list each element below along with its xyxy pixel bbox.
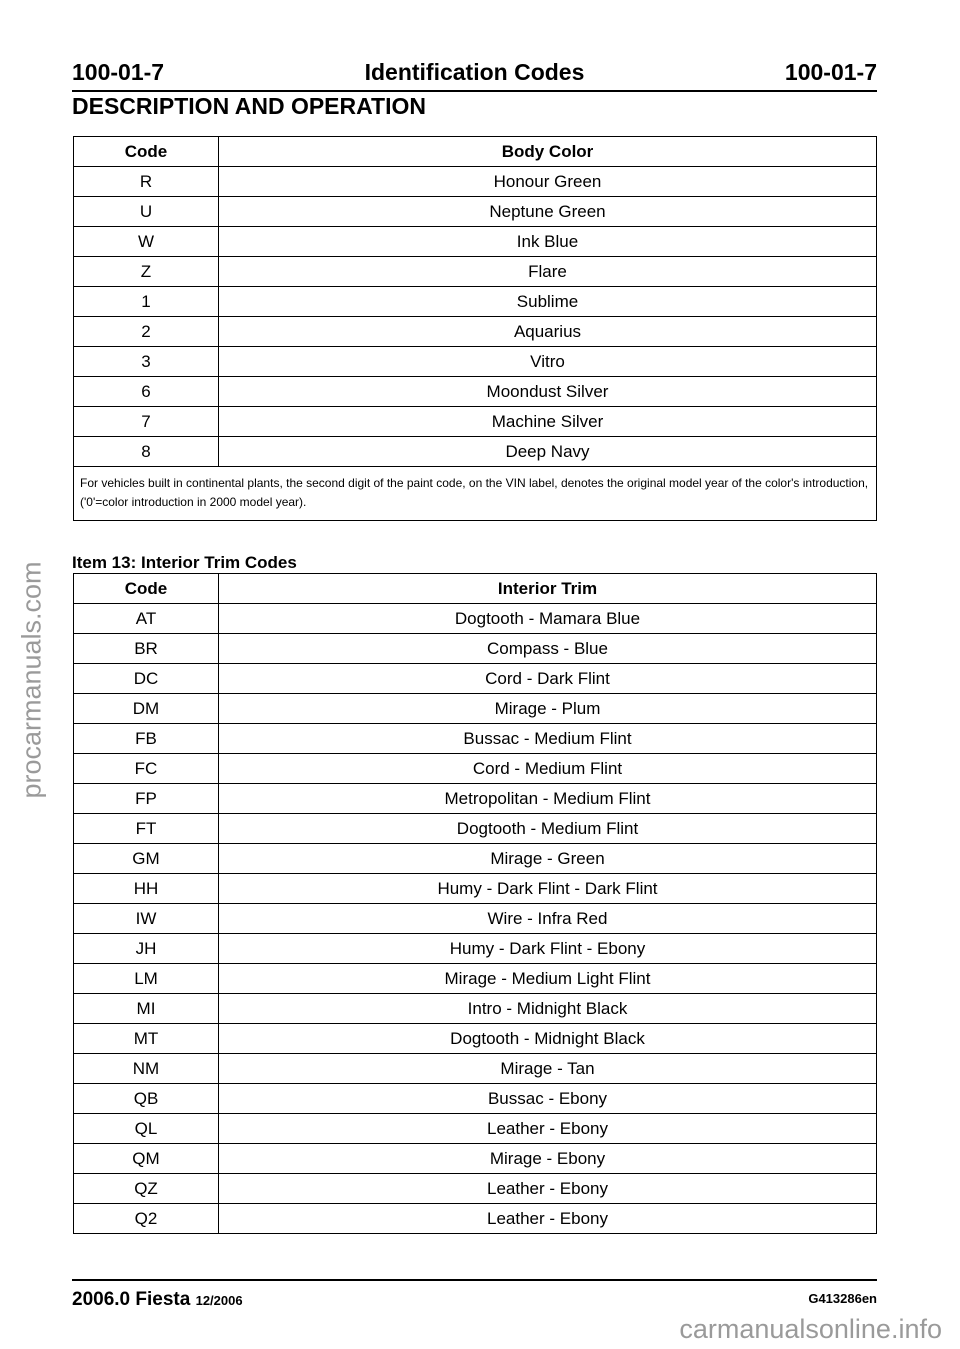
body-color-name-cell: Moondust Silver: [219, 377, 877, 407]
interior-trim-name-cell: Dogtooth - Medium Flint: [219, 814, 877, 844]
body-color-name-cell: Deep Navy: [219, 437, 877, 467]
interior-trim-code-cell: FC: [74, 754, 219, 784]
footer-date: 12/2006: [195, 1293, 243, 1308]
table-header-row: [74, 137, 877, 167]
interior-trim-code-cell: FT: [74, 814, 219, 844]
body-color-code-cell: U: [74, 197, 219, 227]
table-row: [74, 994, 877, 1024]
paint-code-note: For vehicles built in continental plants, the second digit of the paint code, on the VIN label, denotes the original model year of the color's introduction, ('0'=color introduction in 2000 model year).: [74, 467, 877, 521]
table-row: [74, 1174, 877, 1204]
interior-trim-name-cell: Humy - Dark Flint - Ebony: [219, 934, 877, 964]
interior-trim-name-cell: Leather - Ebony: [219, 1174, 877, 1204]
interior-trim-code-cell: HH: [74, 874, 219, 904]
interior-trim-name-cell: Leather - Ebony: [219, 1114, 877, 1144]
interior-trim-table: [73, 573, 877, 1234]
body-color-name-cell: Vitro: [219, 347, 877, 377]
interior-trim-name-cell: Dogtooth - Midnight Black: [219, 1024, 877, 1054]
interior-trim-name-cell: Mirage - Plum: [219, 694, 877, 724]
interior-trim-name-cell: Mirage - Ebony: [219, 1144, 877, 1174]
body-color-name-cell: Sublime: [219, 287, 877, 317]
table-row: [74, 167, 877, 197]
interior-trim-code-cell: FP: [74, 784, 219, 814]
section-number-left: 100-01-7: [72, 59, 165, 85]
side-watermark: [12, 560, 52, 800]
body-color-name-cell: Ink Blue: [219, 227, 877, 257]
body-color-code-cell: 2: [74, 317, 219, 347]
table-row: [74, 347, 877, 377]
footer-document-code: G413286en: [808, 1291, 877, 1306]
body-color-code-cell: 8: [74, 437, 219, 467]
body-color-code-cell: Z: [74, 257, 219, 287]
section-number-right: 100-01-7: [784, 59, 877, 85]
interior-trim-name-cell: Bussac - Ebony: [219, 1084, 877, 1114]
interior-trim-code-cell: QB: [74, 1084, 219, 1114]
interior-trim-name-cell: Metropolitan - Medium Flint: [219, 784, 877, 814]
body-color-code-cell: W: [74, 227, 219, 257]
interior-trim-name-cell: Humy - Dark Flint - Dark Flint: [219, 874, 877, 904]
body-color-name-cell: Flare: [219, 257, 877, 287]
table-row: [74, 874, 877, 904]
body-color-rows: [74, 167, 877, 467]
page-header: [72, 58, 877, 92]
table-row: [74, 844, 877, 874]
table-row: [74, 1114, 877, 1144]
table-row: [74, 634, 877, 664]
interior-trim-name-cell: Mirage - Medium Light Flint: [219, 964, 877, 994]
table-row: [74, 1144, 877, 1174]
interior-trim-code-cell: DM: [74, 694, 219, 724]
interior-trim-code-cell: FB: [74, 724, 219, 754]
bottom-watermark: carmanualsonline.info: [679, 1314, 942, 1344]
interior-trim-code-cell: MT: [74, 1024, 219, 1054]
interior-trim-code-cell: MI: [74, 994, 219, 1024]
table-row: [74, 604, 877, 634]
interior-trim-code-cell: DC: [74, 664, 219, 694]
page-footer: [72, 1279, 877, 1310]
body-color-name-cell: Aquarius: [219, 317, 877, 347]
interior-trim-code-cell: AT: [74, 604, 219, 634]
body-color-name-cell: Honour Green: [219, 167, 877, 197]
interior-trim-name-cell: Intro - Midnight Black: [219, 994, 877, 1024]
body-color-table: [73, 136, 877, 521]
body-color-code-cell: R: [74, 167, 219, 197]
table-row: [74, 1084, 877, 1114]
interior-trim-code-cell: BR: [74, 634, 219, 664]
interior-trim-name-cell: Wire - Infra Red: [219, 904, 877, 934]
interior-trim-name-cell: Cord - Medium Flint: [219, 754, 877, 784]
side-watermark-text: procarmanuals.com: [16, 561, 47, 799]
table-row: [74, 407, 877, 437]
table-row: [74, 227, 877, 257]
interior-trim-code-cell: QZ: [74, 1174, 219, 1204]
column-header-interior-trim: Interior Trim: [219, 574, 877, 604]
table-row: [74, 694, 877, 724]
column-header-body-color: Body Color: [219, 137, 877, 167]
interior-trim-rows: [74, 604, 877, 1234]
table-row: [74, 377, 877, 407]
table-row: [74, 1204, 877, 1234]
table-row: [74, 197, 877, 227]
body-color-code-cell: 7: [74, 407, 219, 437]
body-color-code-cell: 6: [74, 377, 219, 407]
interior-trim-code-cell: LM: [74, 964, 219, 994]
interior-trim-code-cell: JH: [74, 934, 219, 964]
interior-trim-code-cell: Q2: [74, 1204, 219, 1234]
table-row: [74, 257, 877, 287]
interior-trim-name-cell: Mirage - Tan: [219, 1054, 877, 1084]
table-row: [74, 664, 877, 694]
item-title: Item 13: Interior Trim Codes: [72, 553, 297, 572]
section-title: DESCRIPTION AND OPERATION: [72, 93, 426, 119]
table-row: [74, 1024, 877, 1054]
body-color-code-cell: 1: [74, 287, 219, 317]
table-row: [74, 1054, 877, 1084]
table-header-row: [74, 574, 877, 604]
body-color-code-cell: 3: [74, 347, 219, 377]
table-row: [74, 934, 877, 964]
column-header-code: Code: [74, 137, 219, 167]
footer-model: [72, 1289, 243, 1311]
interior-trim-name-cell: Leather - Ebony: [219, 1204, 877, 1234]
table-row: [74, 754, 877, 784]
table-row: [74, 904, 877, 934]
table-row: [74, 964, 877, 994]
interior-trim-code-cell: NM: [74, 1054, 219, 1084]
table-row: [74, 784, 877, 814]
interior-trim-name-cell: Cord - Dark Flint: [219, 664, 877, 694]
interior-trim-name-cell: Compass - Blue: [219, 634, 877, 664]
table-row: [74, 437, 877, 467]
column-header-code: Code: [74, 574, 219, 604]
table-row: [74, 724, 877, 754]
interior-trim-code-cell: IW: [74, 904, 219, 934]
interior-trim-code-cell: QL: [74, 1114, 219, 1144]
interior-trim-name-cell: Dogtooth - Mamara Blue: [219, 604, 877, 634]
table-row: [74, 287, 877, 317]
footer-model-name: 2006.0 Fiesta: [72, 1289, 191, 1310]
interior-trim-name-cell: Mirage - Green: [219, 844, 877, 874]
body-color-name-cell: Machine Silver: [219, 407, 877, 437]
table-row: [74, 317, 877, 347]
table-note-row: [74, 467, 877, 521]
body-color-name-cell: Neptune Green: [219, 197, 877, 227]
interior-trim-name-cell: Bussac - Medium Flint: [219, 724, 877, 754]
table-row: [74, 814, 877, 844]
interior-trim-code-cell: GM: [74, 844, 219, 874]
page-header-title: Identification Codes: [364, 59, 585, 85]
interior-trim-code-cell: QM: [74, 1144, 219, 1174]
